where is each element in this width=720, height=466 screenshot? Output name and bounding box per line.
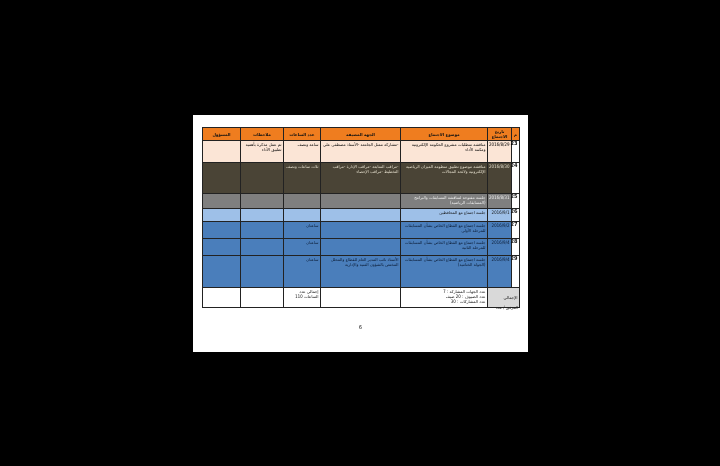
row-guests: الأستاذ نائب المدير العام للقطاع والمحلل المختص بالشؤون الفنية والإدارية	[321, 256, 401, 288]
row-num: 23	[512, 141, 520, 163]
total-hours: إجمالي عدد الساعات 110	[284, 288, 321, 308]
row-date: 2016/8/30	[488, 163, 512, 194]
row-responsible	[203, 209, 241, 222]
row-notes	[241, 163, 284, 194]
row-num: 24	[512, 163, 520, 194]
table-row	[203, 222, 520, 239]
table-header-row	[203, 128, 520, 141]
table-row	[203, 209, 520, 222]
total-guests-line: عدد المشاركات : 30	[450, 299, 486, 304]
header-notes: ملاحظات	[241, 128, 284, 141]
row-topic: جلسة اجتماع مع القطاع الخاص بشأن المسابقات للمرحلة الثانية	[401, 239, 488, 256]
row-num: 27	[512, 222, 520, 239]
row-date: 2016/9/1	[488, 209, 512, 222]
row-responsible	[203, 194, 241, 209]
row-notes: تم عمل مذكرة بأهمية تطبيق الأداء	[241, 141, 284, 163]
meetings-table	[202, 127, 520, 308]
header-date: تاريخ الاجتماع	[488, 128, 512, 141]
row-responsible	[203, 141, 241, 163]
table-row	[203, 194, 520, 209]
row-date: 2016/8/31	[488, 194, 512, 209]
total-guests	[401, 288, 488, 308]
header-num: م	[512, 128, 520, 141]
row-topic: جلسة اجتماع مع المحافظين	[401, 209, 488, 222]
row-notes	[241, 209, 284, 222]
row-date: 2016/9/2	[488, 222, 512, 239]
row-hours	[284, 209, 321, 222]
row-hours: ساعتان	[284, 239, 321, 256]
table-row	[203, 163, 520, 194]
row-num: 28	[512, 239, 520, 256]
total-guests-line: عدد الجهات المشاركة : 7	[443, 289, 486, 294]
row-topic: مناقشة متطلبات مشروع الحكومة الإلكترونية ومكننة الأداء	[401, 141, 488, 163]
row-num: 25	[512, 194, 520, 209]
row-notes	[241, 222, 284, 239]
total-empty	[321, 288, 401, 308]
row-num: 26	[512, 209, 520, 222]
row-hours	[284, 194, 321, 209]
row-topic: مناقشة موضوع تطبيق منظومة الميزان الرياضية الإلكترونية ولائحة المجالات	[401, 163, 488, 194]
page-number: 6	[358, 325, 363, 331]
document-page	[193, 115, 528, 352]
total-label: الإجمالي	[488, 288, 520, 308]
row-topic: جلسة اجتماع مع القطاع الخاص بشأن المسابقات للمرحلة الأولى	[401, 222, 488, 239]
total-empty	[241, 288, 284, 308]
row-guests	[321, 239, 401, 256]
row-date: 2016/9/4	[488, 256, 512, 288]
row-responsible	[203, 222, 241, 239]
total-empty	[203, 288, 241, 308]
row-topic: جلسة مفتوحة لمناقشة المسابقات والبرامج (المسابقات الرياضية)	[401, 194, 488, 209]
table-row	[203, 256, 520, 288]
table-row	[203, 141, 520, 163]
header-responsible: المسؤول	[203, 128, 241, 141]
row-responsible	[203, 239, 241, 256]
header-hours: عدد الساعات	[284, 128, 321, 141]
row-guests	[321, 209, 401, 222]
total-guests-line: عدد الضيوف : 20 ضيف	[445, 294, 486, 299]
row-guests	[321, 222, 401, 239]
row-hours: ساعتان	[284, 256, 321, 288]
row-guests: -مراقب المتابعة -مراقب الإدارة -مراقب التخطيط -مراقب الإحصاء	[321, 163, 401, 194]
row-hours: ساعة ونصف	[284, 141, 321, 163]
header-topic: موضوع الاجتماع	[401, 128, 488, 141]
row-responsible	[203, 256, 241, 288]
total-row	[203, 288, 520, 308]
row-guests	[321, 194, 401, 209]
row-num: 29	[512, 256, 520, 288]
footnote: المرفق / عدد	[495, 305, 518, 310]
row-date: 2016/8/29	[488, 141, 512, 163]
row-date: 2016/9/4	[488, 239, 512, 256]
row-topic: جلسة اجتماع مع القطاع الخاص بشأن المسابقات (الجولة الختامية)	[401, 256, 488, 288]
row-hours: ساعتان	[284, 222, 321, 239]
row-notes	[241, 239, 284, 256]
row-notes	[241, 194, 284, 209]
table-row	[203, 239, 520, 256]
row-notes	[241, 256, 284, 288]
header-guests: الجهة المضيفة	[321, 128, 401, 141]
row-hours: ثلاث ساعات ونصف	[284, 163, 321, 194]
row-guests: -مشاركة ممثل الجامعة -الأستاذ مصطفى علي	[321, 141, 401, 163]
row-responsible	[203, 163, 241, 194]
